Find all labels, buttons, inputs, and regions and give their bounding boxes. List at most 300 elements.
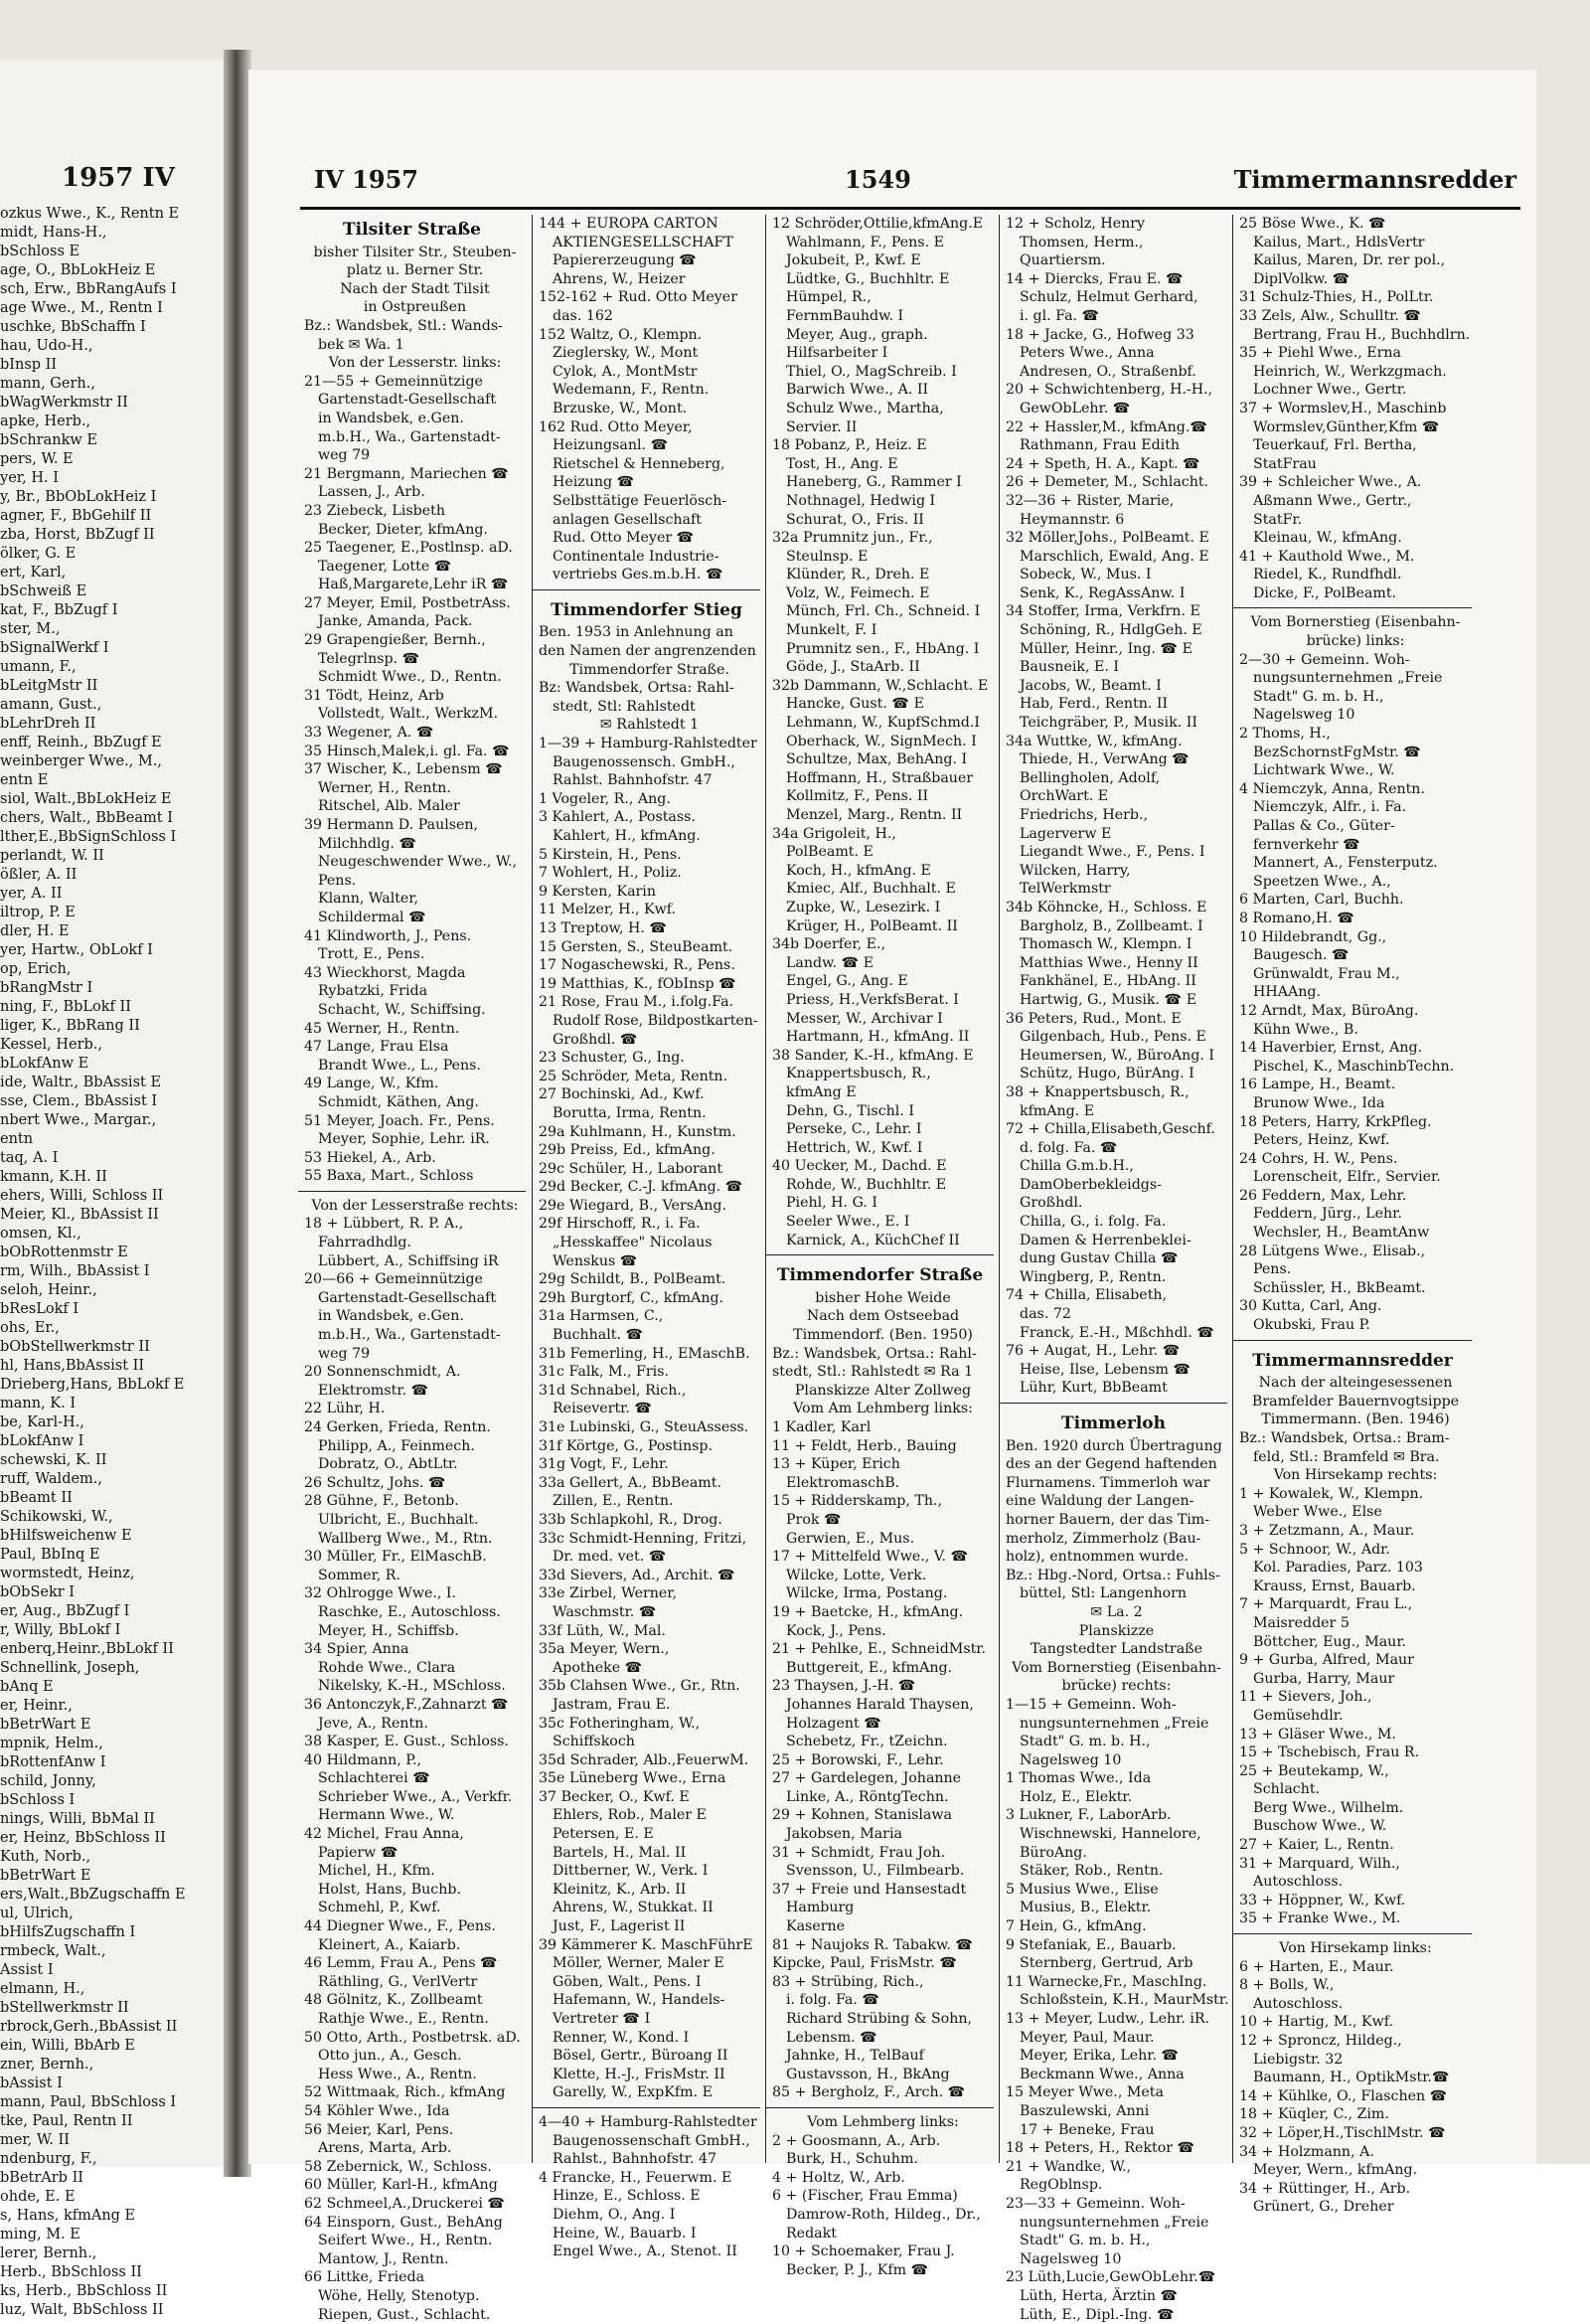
directory-entry: Burk, H., Schuhm. (766, 2150, 994, 2169)
directory-entry: 11 + Feldt, Herb., Bauing (766, 1437, 994, 1456)
directory-entry: Thiede, H., VerwAng ☎ (1000, 750, 1227, 769)
street-note: Vom Bornerstieg (Eisenbahn- (1233, 613, 1472, 632)
directory-entry: 35 Hinsch,Malek,i. gl. Fa. ☎ (298, 743, 526, 761)
directory-entry: Koch, H., kfmAng. E (766, 862, 994, 881)
directory-entry: Chilla, G., i. folg. Fa. (1000, 1213, 1227, 1232)
directory-entry: Gartenstadt-Gesellschaft (298, 391, 526, 410)
directory-entry: Schüssler, H., BkBeamt. (1233, 1279, 1472, 1298)
directory-entry: Heumersen, W., BüroAng. I (1000, 1047, 1227, 1066)
directory-entry: 45 Werner, H., Rentn. (298, 1020, 526, 1039)
directory-entry: Klette, H.-J., FrisMstr. II (533, 2066, 760, 2084)
directory-entry: Volz, W., Feimech. E (766, 584, 994, 603)
directory-entry: Ben. 1920 durch Übertragung (1000, 1437, 1227, 1456)
directory-entry: Teuerkauf, Frl. Bertha, (1233, 436, 1472, 455)
directory-entry: 33c Schmidt-Henning, Fritzi, (533, 1530, 760, 1549)
left-entry-line: ster, M., (0, 620, 224, 639)
directory-entry: 17 Nogaschewski, R., Pens. (533, 956, 760, 975)
section-divider (298, 1191, 526, 1192)
directory-entry: Chilla G.m.b.H., (1000, 1157, 1227, 1176)
directory-entry: Just, F., Lagerist II (533, 1917, 760, 1936)
directory-entry: 37 Becker, O., Kwf. E (533, 1788, 760, 1807)
directory-entry: 24 Gerken, Frieda, Rentn. (298, 1418, 526, 1437)
directory-entry: Werner, H., Rentn. (298, 779, 526, 798)
directory-entry: 31 + Schmidt, Frau Joh. (766, 1844, 994, 1863)
directory-entry: 64 Einsporn, Gust., BehAng (298, 2214, 526, 2233)
left-entry-line: nings, Willi, BbMal II (0, 1810, 224, 1829)
directory-entry: 13 + Gläser Wwe., M. (1233, 1726, 1472, 1744)
directory-entry: 39 Kämmerer K. MaschFührE (533, 1936, 760, 1955)
column-4 (999, 215, 1227, 2163)
directory-entry: Michel, H., Kfm. (298, 1862, 526, 1881)
directory-entry: 26 Feddern, Max, Lehr. (1233, 1187, 1472, 1206)
left-page (0, 60, 224, 2167)
directory-entry: Knappertsbusch, R., (766, 1065, 994, 1083)
left-entry-line: ert, Karl, (0, 564, 224, 582)
directory-entry: 20 Sonnenschmidt, A. (298, 1363, 526, 1382)
directory-entry: Baugenossenschaft GmbH., (533, 2132, 760, 2151)
directory-entry: Baugenossensch. GmbH., (533, 753, 760, 772)
directory-entry: Kleinau, W., kfmAng. (1233, 529, 1472, 548)
section-divider (1233, 607, 1472, 608)
directory-entry: Lichtwark Wwe., W. (1233, 761, 1472, 780)
directory-entry: Liegandt Wwe., F., Pens. I (1000, 843, 1227, 862)
directory-entry: 21 Rose, Frau M., i.folg.Fa. (533, 993, 760, 1012)
directory-entry: 35a Meyer, Wern., (533, 1640, 760, 1659)
directory-entry: Pens. (1233, 1260, 1472, 1279)
street-note: Vom Lehmberg links: (766, 2113, 994, 2132)
directory-entry: 51 Meyer, Joach. Fr., Pens. (298, 1112, 526, 1131)
directory-entry: Schloßstein, K.H., MaurMstr. (1000, 1991, 1227, 2010)
header-rule (300, 207, 1520, 210)
directory-entry: 12 Schröder,Ottilie,kfmAng.E (766, 215, 994, 234)
directory-entry: 4 Niemczyk, Anna, Rentn. (1233, 780, 1472, 799)
directory-entry: Taegener, Lotte ☎ (298, 558, 526, 577)
directory-entry: 46 Lemm, Frau A., Pens ☎ (298, 1954, 526, 1973)
directory-entry: horner Bauern, der das Tim- (1000, 1511, 1227, 1530)
left-entry-line: ndenburg, F., (0, 2150, 224, 2169)
directory-entry: Bz: Wandsbek, Ortsa: Rahl- (533, 679, 760, 698)
directory-entry: Brandt Wwe., L., Pens. (298, 1057, 526, 1076)
directory-entry: Telegrlnsp. ☎ (298, 650, 526, 669)
left-entry-line: agner, F., BbGehilf II (0, 507, 224, 526)
directory-entry: Lochner Wwe., Gertr. (1233, 381, 1472, 400)
directory-entry: 36 Peters, Rud., Mont. E (1000, 1010, 1227, 1029)
directory-entry: Zupke, W., Lesezirk. I (766, 899, 994, 917)
directory-entry: Lüdtke, G., Buchhltr. E (766, 270, 994, 289)
directory-entry: Kollmitz, F., Pens. II (766, 787, 994, 806)
directory-entry: Rohde Wwe., Clara (298, 1659, 526, 1678)
left-entry-line: Assist I (0, 1961, 224, 1980)
directory-entry: Karnick, A., KüchChef II (766, 1232, 994, 1250)
directory-entry: TelWerkmstr (1000, 880, 1227, 899)
directory-entry: 9 + Gurba, Alfred, Maur (1233, 1651, 1472, 1670)
left-entry-line: age, O., BbLokHeiz E (0, 261, 224, 280)
directory-entry: 15 Meyer Wwe., Meta (1000, 2083, 1227, 2102)
directory-entry: Stadt" G. m. b. H., (1000, 2232, 1227, 2250)
directory-entry: Philipp, A., Feinmech. (298, 1437, 526, 1456)
street-note: Bramfelder Bauernvogtsippe (1233, 1393, 1472, 1411)
directory-entry: Dittberner, W., Verk. I (533, 1862, 760, 1881)
directory-entry: 39 + Schleicher Wwe., A. (1233, 473, 1472, 492)
left-entry-line: bSchloss I (0, 1791, 224, 1810)
directory-entry: 23 Schuster, G., Ing. (533, 1049, 760, 1068)
directory-entry: 58 Zebernick, W., Schloss. (298, 2158, 526, 2177)
left-entry-line: siol, Walt.,BbLokHeiz E (0, 790, 224, 809)
left-entry-line: midt, Hans-H., (0, 224, 224, 243)
directory-entry: Brunow Wwe., Ida (1233, 1094, 1472, 1113)
directory-entry: Svensson, U., Filmbearb. (766, 1862, 994, 1881)
directory-entry: Lübbert, A., Schiffsing iR (298, 1252, 526, 1271)
directory-entry: Fankhänel, E., HbAng. II (1000, 972, 1227, 991)
left-entry-line: bObRottenmstr E (0, 1244, 224, 1262)
directory-entry: 23 Ziebeck, Lisbeth (298, 502, 526, 521)
directory-entry: 35d Schrader, Alb.,FeuerwM. (533, 1751, 760, 1770)
directory-entry: 62 Schmeel,A.,Druckerei ☎ (298, 2195, 526, 2214)
directory-entry: i. gl. Fa. ☎ (1000, 307, 1227, 326)
directory-entry: Kleinert, A., Kaiarb. (298, 1936, 526, 1955)
left-entry-line: dler, H. E (0, 922, 224, 941)
directory-entry: 22 Lühr, H. (298, 1400, 526, 1418)
section-divider (766, 1254, 994, 1255)
directory-entry: Musius, B., Elektr. (1000, 1899, 1227, 1917)
directory-entry: Wallberg Wwe., M., Rtn. (298, 1530, 526, 1549)
directory-entry: 14 Haverbier, Ernst, Ang. (1233, 1039, 1472, 1058)
directory-entry: Meyer, Paul, Maur. (1000, 2029, 1227, 2048)
directory-entry: Feddern, Jürg., Lehr. (1233, 1205, 1472, 1224)
directory-entry: 10 + Schoemaker, Frau J. (766, 2242, 994, 2261)
directory-entry: 2—30 + Gemeinn. Woh- (1233, 651, 1472, 670)
directory-entry: Messer, W., Archivar I (766, 1010, 994, 1029)
directory-entry: Schacht, W., Schiffsing. (298, 1001, 526, 1020)
directory-entry: Thiel, O., MagSchreib. I (766, 363, 994, 382)
directory-entry: Gilgenbach, Hub., Pens. E (1000, 1028, 1227, 1047)
directory-entry: 83 + Strübing, Rich., (766, 1973, 994, 1992)
directory-entry: 31a Harmsen, C., (533, 1307, 760, 1326)
directory-entry: 21—55 + Gemeinnützige (298, 373, 526, 392)
directory-entry: 44 Diegner Wwe., F., Pens. (298, 1917, 526, 1936)
directory-entry: Ben. 1953 in Anlehnung an (533, 623, 760, 642)
edition-label: IV 1957 (314, 165, 418, 194)
directory-entry: Flurnamens. Timmerloh war (1000, 1474, 1227, 1493)
left-entry-line: mann, K. I (0, 1395, 224, 1413)
directory-entry: eine Waldung der Langen- (1000, 1492, 1227, 1511)
directory-entry: Wilcke, Irma, Postang. (766, 1584, 994, 1603)
directory-entry: Bz.: Wandsbek, Ortsa.: Rahl- (766, 1345, 994, 1364)
directory-entry: den Namen der angrenzenden (533, 642, 760, 661)
directory-entry: 29e Wiegard, B., VersAng. (533, 1197, 760, 1216)
directory-entry: Pischel, K., MaschinbTechn. (1233, 1058, 1472, 1077)
directory-entry: 31b Femerling, H., EMaschB. (533, 1345, 760, 1364)
left-entry-line: sch, Erw., BbRangAufs I (0, 280, 224, 299)
directory-entry: 31 Tödt, Heinz, Arb (298, 687, 526, 706)
directory-entry: Hafemann, W., Handels- (533, 1991, 760, 2010)
left-entry-line: umann, F., (0, 658, 224, 677)
directory-entry: 14 + Kühlke, O., Flaschen ☎ (1233, 2087, 1472, 2106)
directory-entry: Hoffmann, H., Straßbauer (766, 769, 994, 788)
directory-entry: Gartenstadt-Gesellschaft (298, 1289, 526, 1308)
left-entry-line: iltrop, P. E (0, 904, 224, 922)
left-entry-line: s, Hans, kfmAng E (0, 2207, 224, 2226)
directory-entry: 49 Lange, W., Kfm. (298, 1075, 526, 1093)
directory-entry: vertriebs Ges.m.b.H. ☎ (533, 566, 760, 584)
directory-entry: Gurba, Harry, Maur (1233, 1670, 1472, 1689)
directory-entry: das. 72 (1000, 1305, 1227, 1324)
directory-entry: Hartwig, G., Musik. ☎ E (1000, 991, 1227, 1010)
directory-entry: Jahnke, H., TelBauf (766, 2047, 994, 2066)
left-entry-line: lerer, Bernh., (0, 2244, 224, 2263)
left-entry-line: Herb., BbSchloss II (0, 2263, 224, 2282)
directory-entry: 15 Gersten, S., SteuBeamt. (533, 938, 760, 957)
directory-entry: Okubski, Frau P. (1233, 1316, 1472, 1335)
directory-entry: Schlachterei ☎ (298, 1769, 526, 1788)
directory-entry: Lehmann, W., KupfSchmd.I (766, 714, 994, 733)
directory-entry: Speetzen Wwe., A., (1233, 873, 1472, 892)
directory-entry: 38 Sander, K.-H., kfmAng. E (766, 1047, 994, 1066)
directory-entry: Schiffskoch (533, 1733, 760, 1751)
directory-entry: Hinze, E., Schloss. E (533, 2187, 760, 2206)
directory-entry: 25 Böse Wwe., K. ☎ (1233, 215, 1472, 234)
directory-entry: Sommer, R. (298, 1567, 526, 1585)
left-entry-line: bLokfAnw I (0, 1432, 224, 1451)
directory-entry: 29b Preiss, Ed., kfmAng. (533, 1141, 760, 1160)
directory-entry: 21 + Pehlke, E., SchneidMstr. (766, 1640, 994, 1659)
left-entry-line: apke, Herb., (0, 413, 224, 431)
left-entry-line: zner, Bernh., (0, 2056, 224, 2075)
directory-entry: Jeve, A., Rentn. (298, 1715, 526, 1734)
directory-entry: Petersen, E. E (533, 1825, 760, 1844)
street-note: Vom Bornerstieg (Eisenbahn- (1000, 1659, 1227, 1678)
street-note: ✉ La. 2 (1000, 1603, 1227, 1622)
left-entry-line: ößler, A. II (0, 866, 224, 885)
section-divider (533, 589, 760, 590)
directory-entry: 20 + Schwichtenberg, H.-H., (1000, 381, 1227, 400)
directory-entry: Klann, Walter, (298, 890, 526, 909)
directory-entry: 39 Hermann D. Paulsen, (298, 816, 526, 835)
directory-entry: Pallas & Co., Güter- (1233, 817, 1472, 836)
left-entry-line: zba, Horst, BbZugf II (0, 526, 224, 545)
street-note: Tangstedter Landstraße (1000, 1640, 1227, 1659)
directory-entry: Renner, W., Kond. I (533, 2029, 760, 2048)
left-entry-line: bLeitgMstr II (0, 677, 224, 696)
directory-entry: Buttgereit, E., kfmAng. (766, 1659, 994, 1678)
directory-entry: Maisredder 5 (1233, 1614, 1472, 1633)
left-entry-line: kat, F., BbZugf I (0, 601, 224, 620)
left-entry-line: be, Karl-H., (0, 1413, 224, 1432)
directory-entry: 35c Fotheringham, W., (533, 1715, 760, 1734)
left-entry-line: schewski, K. II (0, 1451, 224, 1470)
directory-entry: 13 + Küper, Erich (766, 1455, 994, 1474)
directory-entry: 14 + Diercks, Frau E. ☎ (1000, 270, 1227, 289)
directory-entry: 152-162 + Rud. Otto Meyer (533, 288, 760, 307)
street-note: Von der Lesserstr. links: (298, 354, 526, 373)
directory-entry: 29g Schildt, B., PolBeamt. (533, 1270, 760, 1289)
directory-entry: 40 Uecker, M., Dachd. E (766, 1157, 994, 1176)
street-note: Nach dem Ostseebad (766, 1307, 994, 1326)
directory-entry: Lorenscheit, Elfr., Servier. (1233, 1168, 1472, 1187)
left-entry-line: kmann, K.H. II (0, 1168, 224, 1187)
left-entry-line: taq, A. I (0, 1149, 224, 1168)
directory-entry: 31 Schulz-Thies, H., PolLtr. (1233, 288, 1472, 307)
directory-entry: Räthling, G., VerlVertr (298, 1973, 526, 1992)
column-1 (298, 215, 526, 2163)
left-entry-line: mpnik, Helm., (0, 1735, 224, 1753)
directory-entry: 42 Michel, Frau Anna, (298, 1825, 526, 1844)
directory-entry: 37 + Freie und Hansestadt (766, 1881, 994, 1900)
directory-entry: merholz, Zimmerholz (Bau- (1000, 1530, 1227, 1549)
directory-entry: nungsunternehmen „Freie (1000, 2214, 1227, 2233)
directory-entry: 33b Schlapkohl, R., Drog. (533, 1511, 760, 1530)
directory-entry: Priess, H.,VerkfsBerat. I (766, 991, 994, 1010)
directory-entry: 2 Thoms, H., (1233, 725, 1472, 744)
directory-entry: 18 + Lübbert, R. P. A., (298, 1215, 526, 1234)
directory-entry: 27 + Kaier, L., Rentn. (1233, 1836, 1472, 1855)
directory-entry: Lüth, E., Dipl.-Ing. ☎ (1000, 2306, 1227, 2324)
left-entry-line: bSchloss E (0, 243, 224, 261)
left-entry-line: nbert Wwe., Margar., (0, 1111, 224, 1130)
directory-entry: Stäker, Rob., Rentn. (1000, 1862, 1227, 1881)
directory-entry: 27 + Gardelegen, Johanne (766, 1769, 994, 1788)
street-note: Timmendorf. (Ben. 1950) (766, 1326, 994, 1345)
directory-entry: Nagelsweg 10 (1233, 706, 1472, 725)
left-entry-line: bBetrWart E (0, 1867, 224, 1886)
directory-entry: 29h Burgtorf, C., kfmAng. (533, 1289, 760, 1308)
directory-entry: Janke, Amanda, Pack. (298, 612, 526, 631)
left-entry-line: hau, Udo-H., (0, 337, 224, 356)
directory-entry: Jokubeit, P., Kwf. E (766, 251, 994, 270)
directory-entry: Bellingholen, Adolf, (1000, 769, 1227, 788)
left-entry-line: enberq,Heinr.,BbLokf II (0, 1640, 224, 1659)
directory-entry: BüroAng. (1000, 1844, 1227, 1863)
directory-entry: 25 Schröder, Meta, Rentn. (533, 1068, 760, 1086)
directory-entry: Arens, Marta, Arb. (298, 2139, 526, 2158)
directory-entry: Brzuske, W., Mont. (533, 400, 760, 418)
directory-entry: 6 + (Fischer, Frau Emma) (766, 2187, 994, 2206)
directory-entry: Sternberg, Gertrud, Arb (1000, 1954, 1227, 1973)
directory-entry: Fahrradhdlg. (298, 1234, 526, 1252)
directory-entry: stedt, Stl.: Rahlstedt ✉ Ra 1 (766, 1363, 994, 1382)
directory-entry: 34a Wuttke, W., kfmAng. (1000, 733, 1227, 751)
directory-entry: büttel, Stl: Langenhorn (1000, 1584, 1227, 1603)
left-entry-line: ohde, E. E (0, 2188, 224, 2207)
directory-entry: 31f Körtge, G., Postinsp. (533, 1437, 760, 1456)
directory-entry: Riepen, Gust., Schlacht. (298, 2306, 526, 2324)
directory-entry: Peters, Heinz, Kwf. (1233, 1131, 1472, 1150)
left-entry-line: bSignalWerkf I (0, 639, 224, 658)
directory-entry: RegOblnsp. (1000, 2176, 1227, 2195)
directory-entry: 11 Warnecke,Fr., MaschIng. (1000, 1973, 1227, 1992)
directory-entry: Nikelsky, K.-H., MSchloss. (298, 1677, 526, 1696)
directory-entry: fernverkehr ☎ (1233, 836, 1472, 855)
street-note: Von Hirsekamp links: (1233, 1939, 1472, 1958)
left-entry-line: ohs, Er., (0, 1319, 224, 1338)
directory-entry: 34a Grigoleit, H., (766, 825, 994, 844)
directory-entry: 1 Kadler, Karl (766, 1418, 994, 1437)
directory-entry: 27 Bochinski, Ad., Kwf. (533, 1085, 760, 1104)
directory-entry: 40 Hildmann, P., (298, 1751, 526, 1770)
directory-entry: 7 + Marquardt, Frau L., (1233, 1595, 1472, 1614)
directory-entry: Kipcke, Paul, FrisMstr. ☎ (766, 1954, 994, 1973)
directory-entry: 3 Kahlert, A., Postass. (533, 808, 760, 827)
directory-entry: Göde, J., StaArb. II (766, 658, 994, 677)
directory-entry: Wöhe, Helly, Stenotyp. (298, 2287, 526, 2306)
directory-entry: Hancke, Gust. ☎ E (766, 695, 994, 714)
directory-entry: Heinrich, W., Werkzgmach. (1233, 363, 1472, 382)
left-page-entries (0, 205, 224, 2320)
directory-entry: 7 Hein, G., kfmAng. (1000, 1917, 1227, 1936)
column-3 (765, 215, 994, 2163)
directory-entry: Meyer, Sophie, Lehr. iR. (298, 1130, 526, 1149)
left-entry-line: uschke, BbSchaffn I (0, 318, 224, 337)
directory-entry: Friedrichs, Herb., (1000, 806, 1227, 825)
left-entry-line: luz, Walt, BbSchloss II (0, 2301, 224, 2320)
directory-entry: Schmehl, P., Kwf. (298, 1899, 526, 1917)
directory-entry: 28 Lütgens Wwe., Elisab., (1233, 1243, 1472, 1261)
directory-entry: Mannert, A., Fensterputz. (1233, 854, 1472, 873)
directory-entry: Lühr, Kurt, BbBeamt (1000, 1379, 1227, 1398)
left-entry-line: chers, Walt., BbBeamt I (0, 809, 224, 828)
street-title: Timmendorfer Stieg (533, 595, 760, 624)
directory-entry: 50 Otto, Arth., Postbetrsk. aD. (298, 2029, 526, 2048)
directory-entry: Nagelsweg 10 (1000, 2250, 1227, 2269)
left-entry-line: ers,Walt.,BbZugschaffn E (0, 1886, 224, 1905)
street-note: Timmendorfer Straße. (533, 661, 760, 680)
directory-entry: des an der Gegend haftenden (1000, 1455, 1227, 1474)
section-divider (766, 2107, 994, 2108)
left-entry-line: er, Aug., BbZugf I (0, 1602, 224, 1621)
left-entry-line: seloh, Heinr., (0, 1281, 224, 1300)
directory-entry: in Wandsbek, e.Gen. (298, 1307, 526, 1326)
book-gutter (224, 50, 251, 2177)
left-entry-line: entn (0, 1130, 224, 1149)
directory-entry: 37 + Wormslev,H., Maschinb (1233, 400, 1472, 418)
directory-entry: 23 Lüth,Lucie,GewObLehr.☎ (1000, 2268, 1227, 2287)
directory-entry: nungsunternehmen „Freie (1233, 669, 1472, 688)
directory-entry: 33f Lüth, W., Mal. (533, 1622, 760, 1641)
directory-entry: 25 Taegener, E.,Postlnsp. aD. (298, 539, 526, 558)
directory-entry: Heizung ☎ (533, 473, 760, 492)
directory-entry: 41 + Kauthold Wwe., M. (1233, 548, 1472, 567)
left-entry-line: pers, W. E (0, 450, 224, 469)
left-entry-line: bBeamt II (0, 1489, 224, 1508)
directory-entry: Kock, J., Pens. (766, 1622, 994, 1641)
directory-entry: Landw. ☎ E (766, 954, 994, 973)
directory-entry: PolBeamt. E (766, 843, 994, 862)
directory-entry: 12 + Scholz, Henry (1000, 215, 1227, 234)
directory-entry: d. folg. Fa. ☎ (1000, 1139, 1227, 1158)
street-note: Planskizze Alter Zollweg (766, 1382, 994, 1401)
street-note: brücke) rechts: (1000, 1677, 1227, 1696)
directory-entry: Böttcher, Eug., Maur. (1233, 1633, 1472, 1652)
directory-entry: 16 Lampe, H., Beamt. (1233, 1076, 1472, 1094)
directory-entry: 1 Vogeler, R., Ang. (533, 790, 760, 809)
directory-entry: Bertrang, Frau H., Buchhdlrn. (1233, 326, 1472, 345)
directory-entry: Wischnewski, Hannelore, (1000, 1825, 1227, 1844)
street-title: Tilsiter Straße (298, 215, 526, 244)
directory-entry: 23 Thaysen, J.-H. ☎ (766, 1677, 994, 1696)
directory-entry: Schultze, Max, BehAng. I (766, 750, 994, 769)
left-entry-line: Meier, Kl., BbAssist II (0, 1206, 224, 1225)
directory-entry: 8 + Bolls, W., (1233, 1976, 1472, 1995)
directory-entry: Seifert Wwe., H., Rentn. (298, 2232, 526, 2250)
directory-entry: 6 + Harten, E., Maur. (1233, 1958, 1472, 1977)
left-entry-line: yer, H. I (0, 469, 224, 488)
left-entry-line: bRangMstr I (0, 979, 224, 998)
directory-entry: Vollstedt, Walt., WerkzM. (298, 705, 526, 724)
directory-entry: Engel, G., Ang. E (766, 972, 994, 991)
directory-entry: 26 Schultz, Johs. ☎ (298, 1474, 526, 1493)
directory-entry: 20—66 + Gemeinnützige (298, 1270, 526, 1289)
directory-entry: Dicke, F., PolBeamt. (1233, 584, 1472, 603)
